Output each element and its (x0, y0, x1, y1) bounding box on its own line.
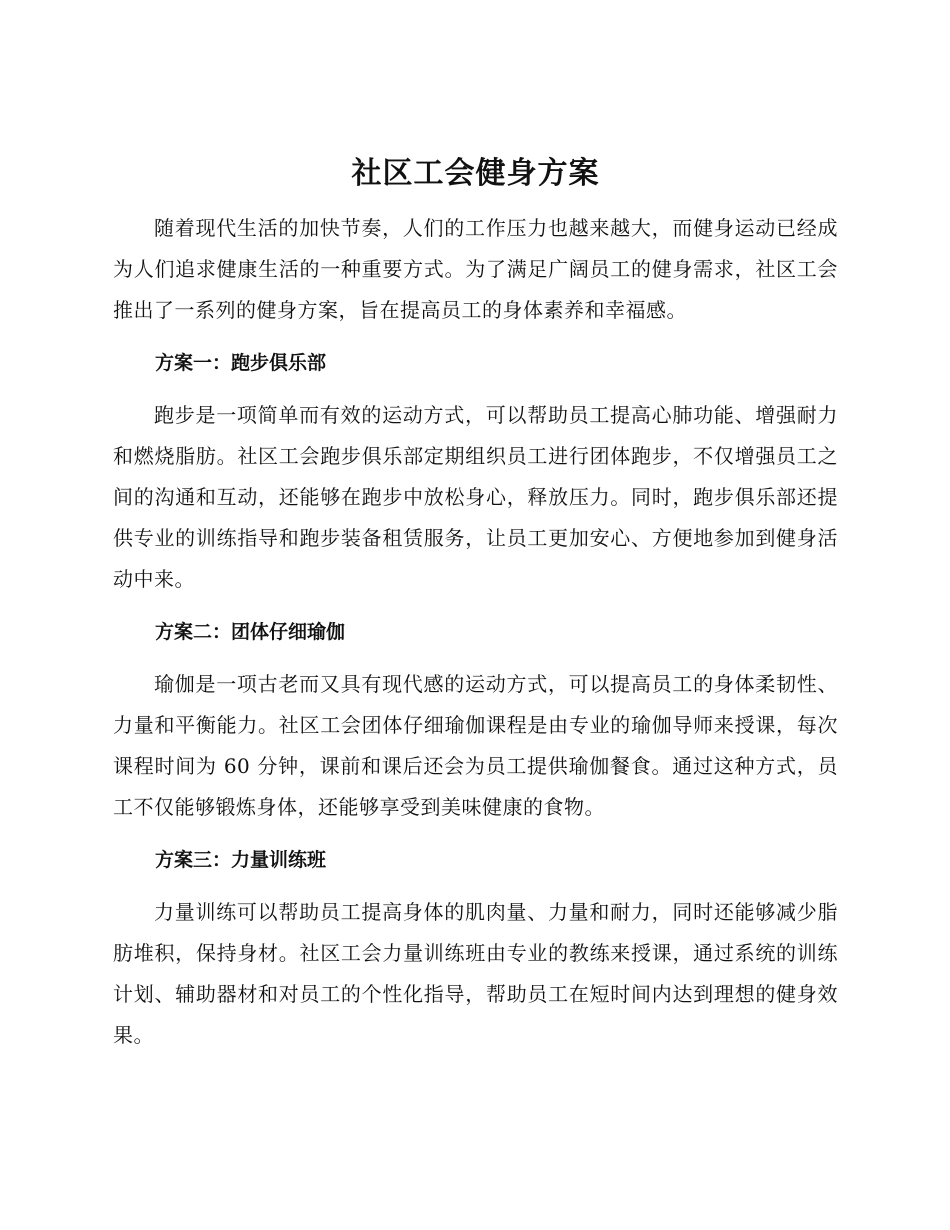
section-heading-yoga: 方案二：团体仔细瑜伽 (155, 621, 346, 643)
section-body-strength-training: 力量训练可以帮助员工提高身体的肌肉量、力量和耐力，同时还能够减少脂肪堆积，保持身材。社区工会力量训练班由专业的教练来授课，通过系统的训练计划、辅助器材和对员工的个性化指导，帮助员工在短时间内达到理想的健身效果。 (113, 900, 838, 1047)
intro-paragraph: 随着现代生活的加快节奏，人们的工作压力也越来越大，而健身运动已经成为人们追求健康生活的一种重要方式。为了满足广阔员工的健身需求，社区工会推出了一系列的健身方案，旨在提高员工的身体素养和幸福感。 (113, 216, 838, 322)
document-page (113, 148, 838, 1056)
section-body-running-club: 跑步是一项简单而有效的运动方式，可以帮助员工提高心肺功能、增强耐力和燃烧脂肪。社区工会跑步俱乐部定期组织员工进行团体跑步，不仅增强员工之间的沟通和互动，还能够在跑步中放松身心，释放压力。同时，跑步俱乐部还提供专业的训练指导和跑步装备租赁服务，让员工更加安心、方便地参加到健身活动中来。 (113, 403, 838, 591)
section-heading-running-club: 方案一：跑步俱乐部 (155, 352, 327, 374)
section-running-club (113, 343, 838, 600)
document-title: 社区工会健身方案 (351, 156, 600, 191)
section-heading-strength-training: 方案三：力量训练班 (155, 849, 327, 871)
section-yoga (113, 612, 838, 828)
section-body-yoga: 瑜伽是一项古老而又具有现代感的运动方式，可以提高员工的身体柔韧性、力量和平衡能力。社区工会团体仔细瑜伽课程是由专业的瑜伽导师来授课，每次课程时间为 60 分钟，课前和课后还会为员工提供瑜伽餐食。通过这种方式，员工不仅能够锻炼身体，还能够享受到美味健康的食物。 (113, 672, 838, 819)
section-strength-training (113, 840, 838, 1056)
